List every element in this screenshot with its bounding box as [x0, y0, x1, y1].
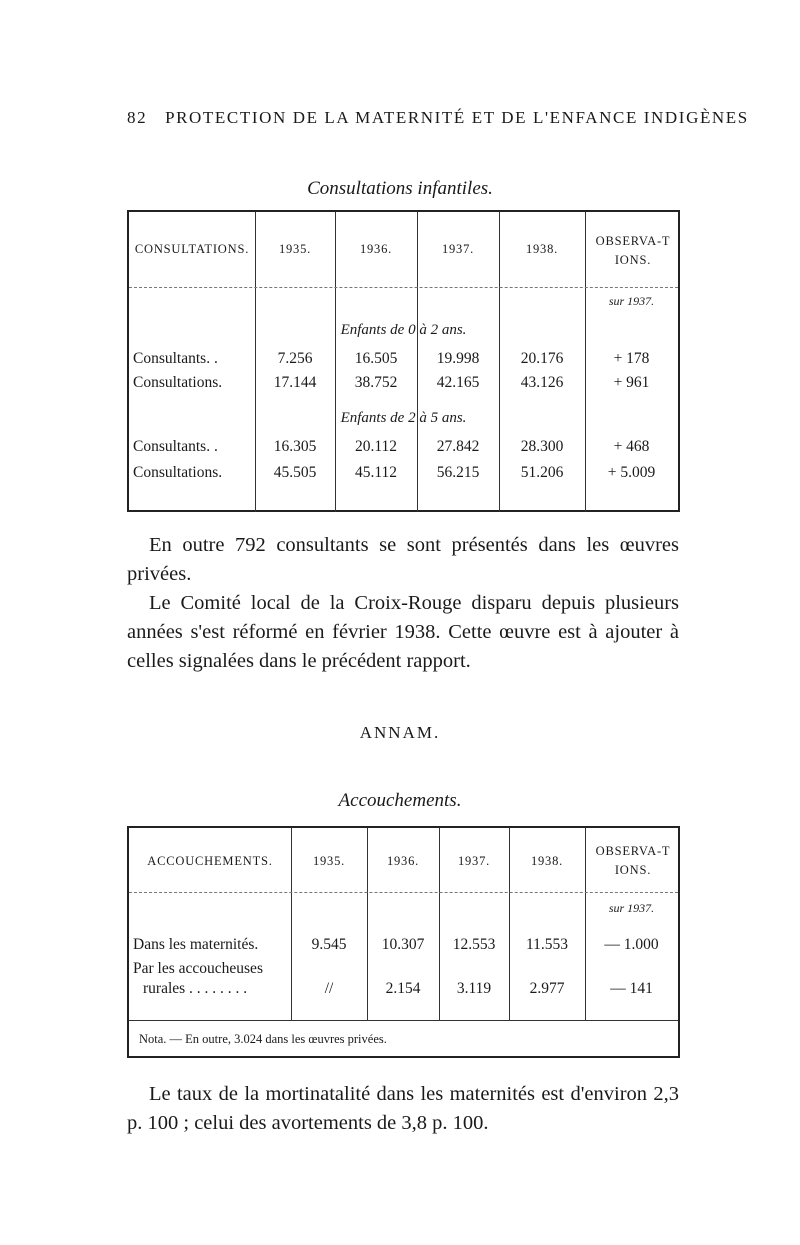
- row-label: Consultations.: [133, 374, 223, 391]
- cell-1935: 7.256: [277, 350, 313, 367]
- cell-1935: 16.305: [273, 438, 317, 455]
- header-observations: OBSERVA-TIONS.: [595, 234, 671, 267]
- cell-observation: + 468: [613, 438, 650, 455]
- cell-observation: — 1.000: [604, 936, 659, 953]
- header-1935: 1935.: [312, 854, 346, 868]
- row-label: Consultations.: [133, 464, 223, 481]
- paragraph-mortinatalite-text: Le taux de la mortinatalité dans les maternités est d'environ 2,3 p. 100 ; celui des avortements de 3,8 p. 100.: [127, 1083, 679, 1134]
- paragraph-792-text: En outre 792 consultants se sont présentés dans les œuvres privées.: [127, 534, 679, 585]
- header-observations: OBSERVA-TIONS.: [595, 844, 671, 877]
- observations-subheader: sur 1937.: [608, 901, 655, 915]
- cell-observation: + 961: [613, 374, 650, 391]
- header-1937: 1937.: [441, 242, 475, 256]
- row-label: Consultants. .: [133, 438, 218, 455]
- table2-caption: Accouchements.: [338, 790, 462, 811]
- section-title: ANNAM.: [359, 723, 441, 742]
- cell-1937: 3.119: [456, 980, 492, 997]
- group-title: Enfants de 0 à 2 ans.: [340, 322, 467, 338]
- header-accouchements: ACCOUCHEMENTS.: [147, 854, 273, 868]
- cell-1938: 51.206: [520, 464, 564, 481]
- cell-1938: 2.977: [529, 980, 565, 997]
- header-1938: 1938.: [525, 242, 559, 256]
- cell-1935: 45.505: [273, 464, 317, 481]
- table1-caption: Consultations infantiles.: [307, 178, 493, 199]
- row-label: Dans les maternités.: [133, 936, 259, 953]
- row-label-continued: rurales . . . . . . . .: [143, 980, 248, 997]
- cell-1937: 12.553: [452, 936, 496, 953]
- cell-observation: + 178: [613, 350, 650, 367]
- cell-observation: — 141: [610, 980, 653, 997]
- running-head: [127, 108, 749, 128]
- paragraph-croix-rouge: [127, 589, 679, 676]
- table-note: Nota. — En outre, 3.024 dans les œuvres privées.: [139, 1032, 387, 1046]
- paragraph-792: [127, 531, 679, 589]
- header-1937: 1937.: [457, 854, 491, 868]
- cell-1936: 2.154: [385, 980, 421, 997]
- cell-1936: 20.112: [354, 438, 398, 455]
- row-label: Par les accoucheuses: [133, 960, 263, 977]
- header-1936: 1936.: [386, 854, 420, 868]
- header-1938: 1938.: [530, 854, 564, 868]
- header-1935: 1935.: [278, 242, 312, 256]
- cell-1936: 45.112: [354, 464, 398, 481]
- cell-1937: 42.165: [436, 374, 480, 391]
- header-divider: [129, 287, 678, 288]
- cell-1937: 27.842: [436, 438, 480, 455]
- header-divider: [129, 892, 678, 893]
- cell-1938: 20.176: [520, 350, 564, 367]
- consultations-table: [127, 210, 680, 512]
- cell-1938: 43.126: [520, 374, 564, 391]
- cell-1935: 9.545: [311, 936, 347, 953]
- cell-1935: //: [324, 980, 334, 997]
- cell-1936: 16.505: [354, 350, 398, 367]
- cell-1937: 19.998: [436, 350, 480, 367]
- header-consultations: CONSULTATIONS.: [134, 242, 250, 256]
- group-title: Enfants de 2 à 5 ans.: [340, 410, 467, 426]
- cell-1938: 11.553: [525, 936, 569, 953]
- row-label: Consultants. .: [133, 350, 218, 367]
- header-1936: 1936.: [359, 242, 393, 256]
- cell-observation: + 5.009: [607, 464, 656, 481]
- accouchements-table: [127, 826, 680, 1058]
- page-number: 82: [127, 108, 148, 127]
- cell-1937: 56.215: [436, 464, 480, 481]
- cell-1938: 28.300: [520, 438, 564, 455]
- note-divider: [129, 1020, 678, 1021]
- cell-1936: 38.752: [354, 374, 398, 391]
- cell-1936: 10.307: [381, 936, 425, 953]
- observations-subheader: sur 1937.: [608, 294, 655, 308]
- paragraph-mortinatalite: [127, 1080, 679, 1138]
- running-title: PROTECTION DE LA MATERNITÉ ET DE L'ENFANCE INDIGÈNES: [165, 108, 749, 127]
- cell-1935: 17.144: [273, 374, 317, 391]
- paragraph-croix-rouge-text: Le Comité local de la Croix-Rouge disparu depuis plusieurs années s'est réformé en février 1938. Cette œuvre est à ajouter à celles signalées dans le précédent rapport.: [127, 592, 679, 672]
